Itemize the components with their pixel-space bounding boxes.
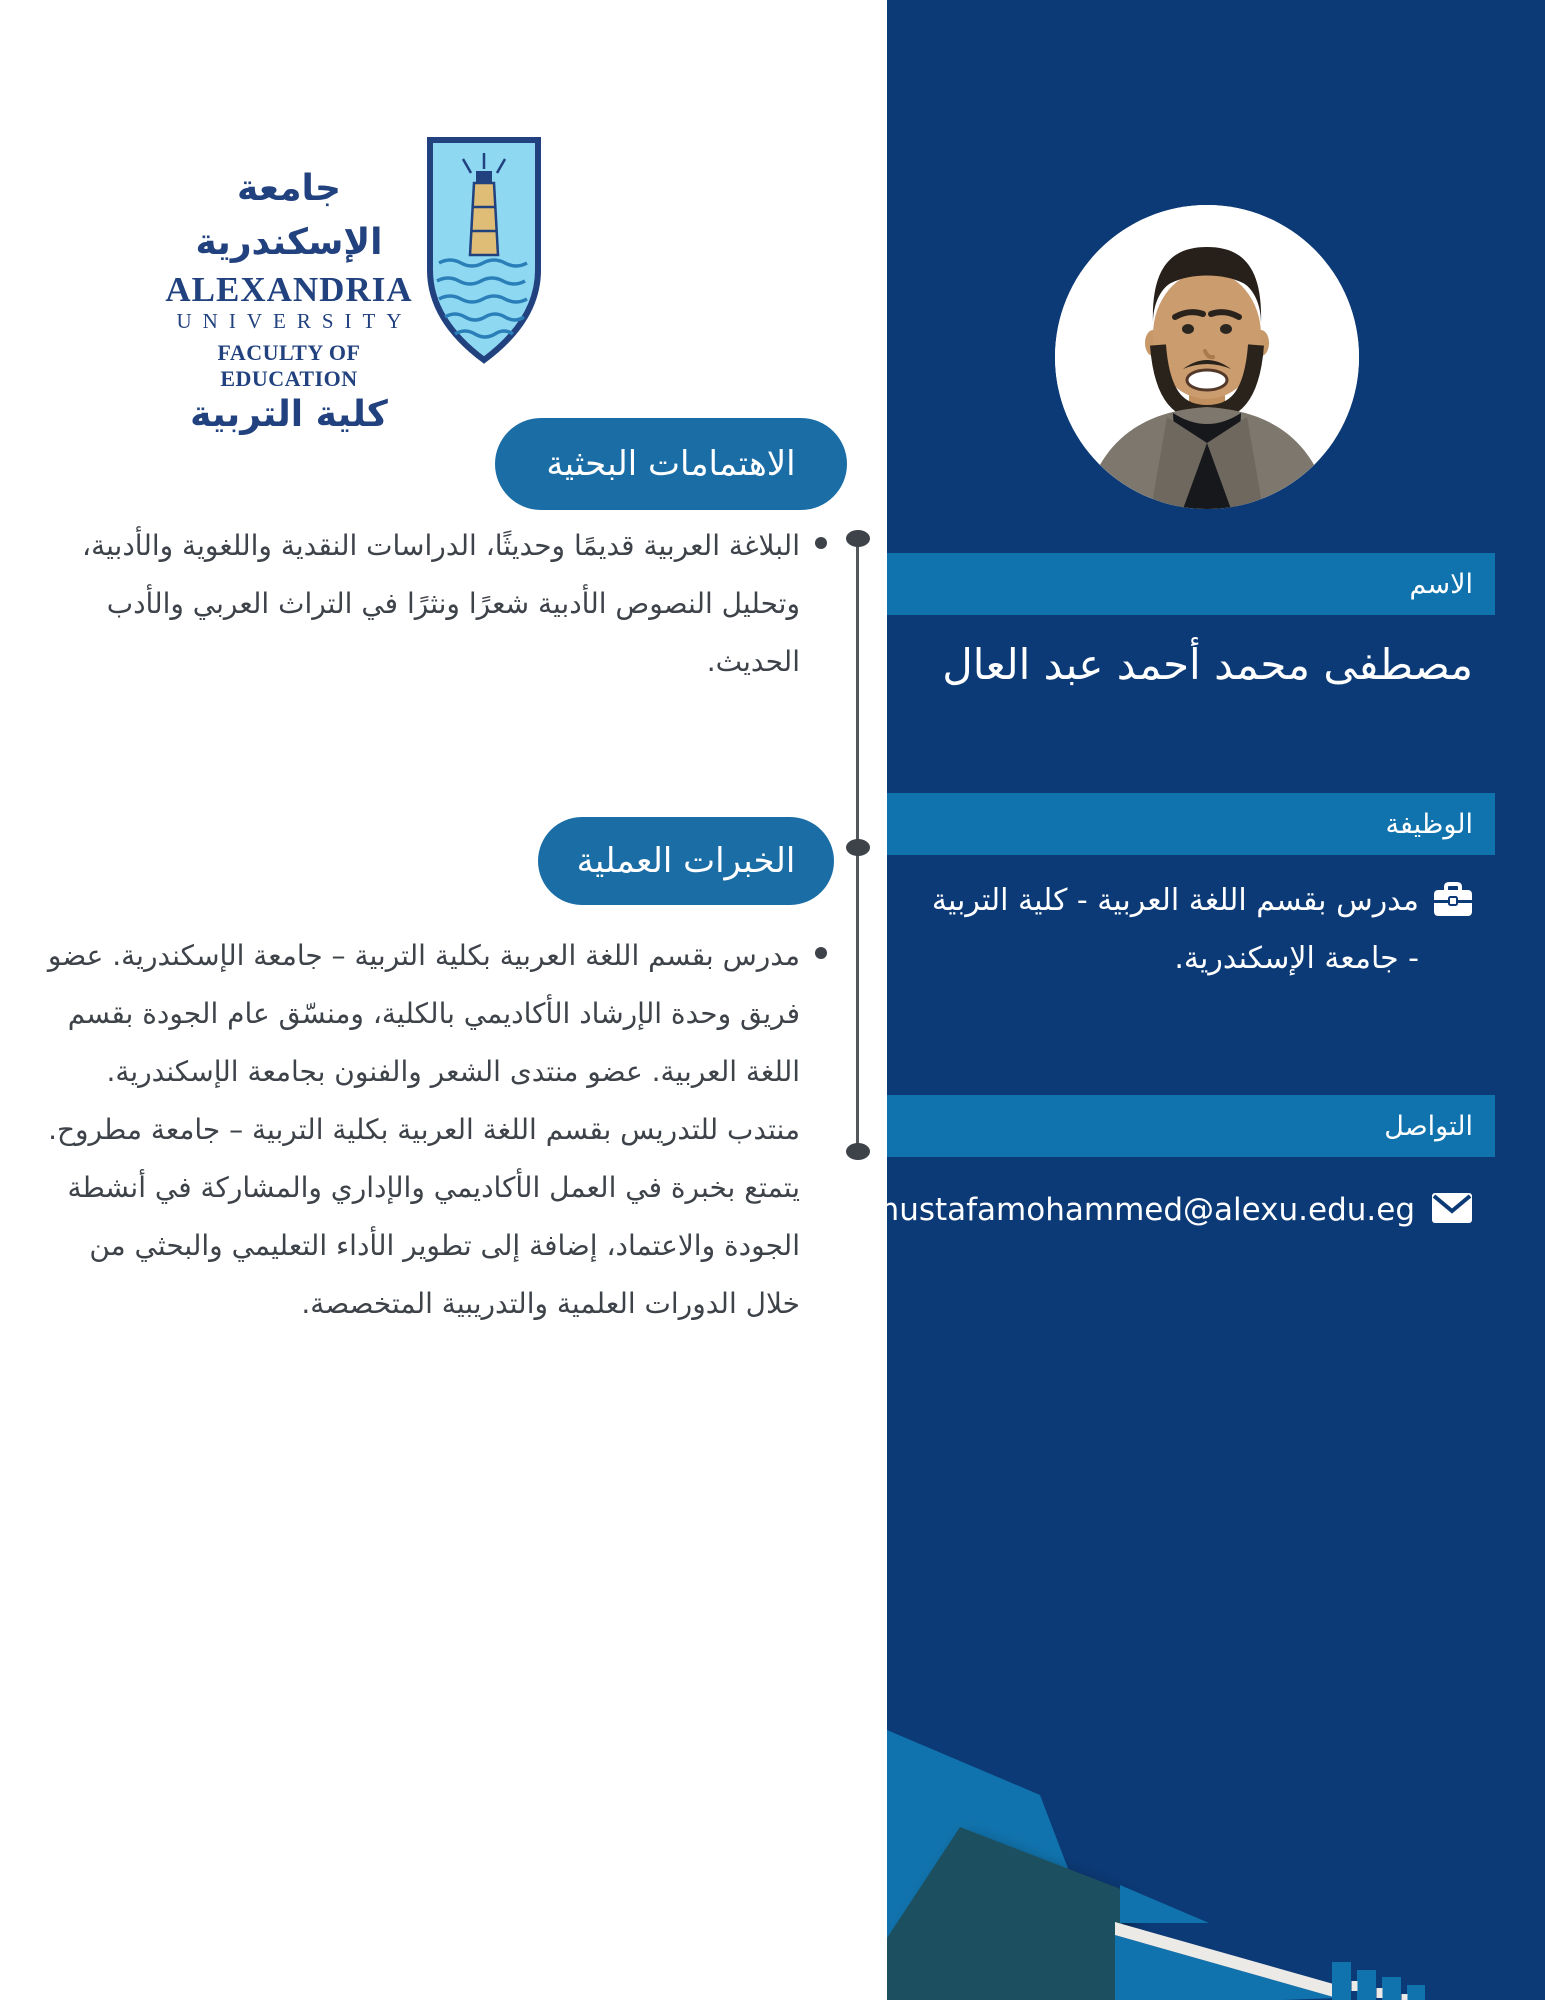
decor-bars — [1332, 1962, 1425, 2000]
logo-text-block — [148, 162, 430, 435]
briefcase-icon — [1433, 882, 1473, 922]
research-section-title: الاهتمامات البحثية — [546, 444, 796, 484]
logo-university-name-english: ALEXANDRIA — [165, 270, 413, 309]
job-label: الوظيفة — [1385, 808, 1473, 840]
job-row — [887, 872, 1495, 988]
logo-university-name-arabic: جامعة الإسكندرية — [195, 168, 383, 263]
decorative-shapes — [887, 1680, 1545, 2000]
envelope-icon — [1431, 1192, 1473, 1228]
name-label: الاسم — [1409, 568, 1473, 600]
logo-faculty-english: FACULTY OF EDUCATION — [217, 340, 361, 392]
job-section-bar — [887, 793, 1495, 855]
experience-item: مدرس بقسم اللغة العربية بكلية التربية – جامعة الإسكندرية. عضو فريق وحدة الإرشاد الأكاديمي بالكلية، ومنسّق عام الجودة بقسم اللغة العربية. عضو منتدى الشعر والفنون بجامعة الإسكندرية. منتدب للتدريس بقسم اللغة العربية بكلية التربية – جامعة مطروح. يتمتع بخبرة في العمل الأكاديمي والإداري والمشاركة في أنشطة الجودة والاعتماد، إضافة إلى تطوير الأداء التعليمي والبحثي من خلال الدورات العلمية والتدريبية المتخصصة. — [40, 927, 800, 1333]
research-item: البلاغة العربية قديمًا وحديثًا، الدراسات النقدية واللغوية والأدبية، وتحليل النصوص الأدبية شعرًا ونثرًا في التراث العربي والأدب الحديث. — [40, 517, 800, 691]
logo-university-word: UNIVERSITY — [176, 309, 413, 333]
university-logo — [148, 132, 550, 436]
timeline-dot — [846, 839, 870, 856]
experience-section-title: الخبرات العملية — [576, 841, 796, 881]
portrait-illustration — [1055, 205, 1359, 509]
contact-label: التواصل — [1384, 1110, 1473, 1142]
person-name: مصطفى محمد أحمد عبد العال — [942, 640, 1473, 689]
shield-lighthouse-icon — [425, 135, 543, 365]
decor-band — [1115, 1935, 1337, 2000]
section-pill-research — [495, 418, 847, 510]
timeline-dot — [846, 530, 870, 547]
name-section-bar — [887, 553, 1495, 615]
job-text: مدرس بقسم اللغة العربية - كلية التربية - جامعة الإسكندرية. — [931, 883, 1419, 976]
profile-photo — [1055, 205, 1359, 509]
right-column — [869, 0, 1545, 2000]
email-text: mustafamohammed@alexu.edu.eg — [869, 1192, 1415, 1228]
timeline-dot — [846, 1143, 870, 1160]
section-pill-experience — [538, 817, 834, 905]
logo-faculty-arabic: كلية التربية — [190, 394, 388, 436]
email-row[interactable] — [869, 1192, 1495, 1228]
contact-section-bar — [887, 1095, 1495, 1157]
decor-band-top — [1120, 1885, 1209, 1923]
